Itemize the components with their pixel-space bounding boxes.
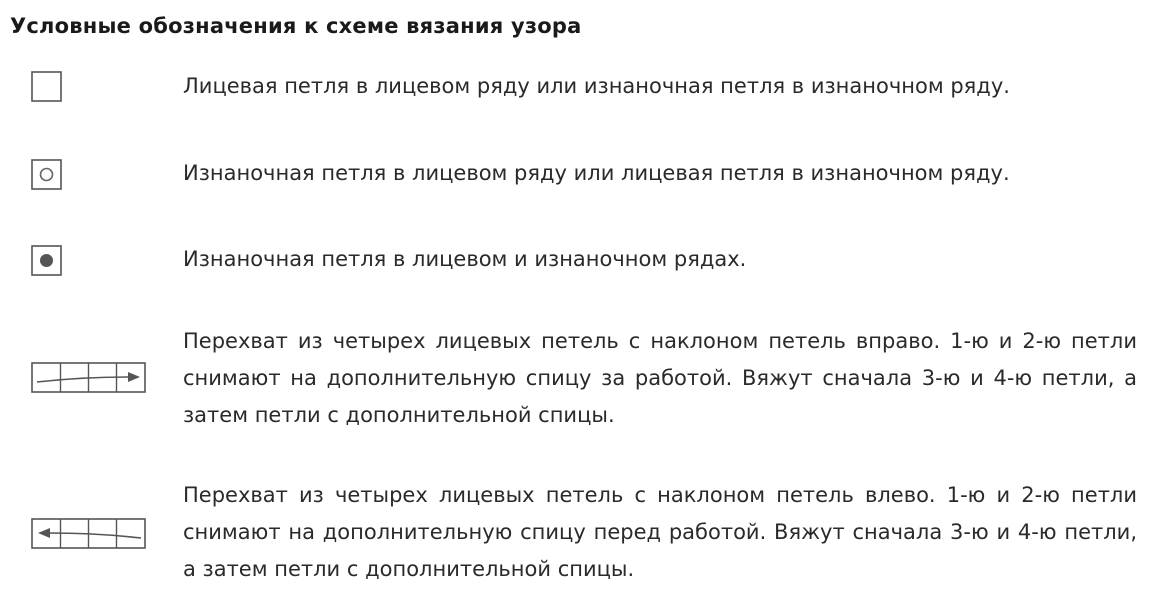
cable-left-icon	[31, 518, 147, 550]
legend-text-knit: Лицевая петля в лицевом ряду или изнаночная петля в изнаночном ряду.	[183, 74, 1010, 98]
legend-text-cable-left: Перехват из четырех лицевых петель с наклоном петель влево. 1-ю и 2-ю петли снимают на дополнительную спицу перед работой. Вяжут сначала 3-ю и 4-ю петли, а затем петли с дополнительной спицы.	[183, 483, 1137, 581]
legend-text-cable-right: Перехват из четырех лицевых петель с наклоном петель вправо. 1-ю и 2-ю петли снимают на дополнительную спицу за работой. Вяжут сначала 3-ю и 4-ю петли, а затем петли с дополнительной спицы.	[183, 329, 1137, 427]
legend-text-purl: Изнаночная петля в лицевом ряду или лицевая петля в изнаночном ряду.	[183, 161, 1010, 185]
purl-stitch-icon	[31, 159, 63, 191]
legend-text-purl-both: Изнаночная петля в лицевом и изнаночном рядах.	[183, 247, 747, 271]
page-title: Условные обозначения к схеме вязания узора	[10, 14, 582, 38]
cable-right-icon	[31, 362, 147, 394]
purl-both-rows-icon	[31, 245, 63, 277]
knit-stitch-icon	[31, 71, 63, 103]
